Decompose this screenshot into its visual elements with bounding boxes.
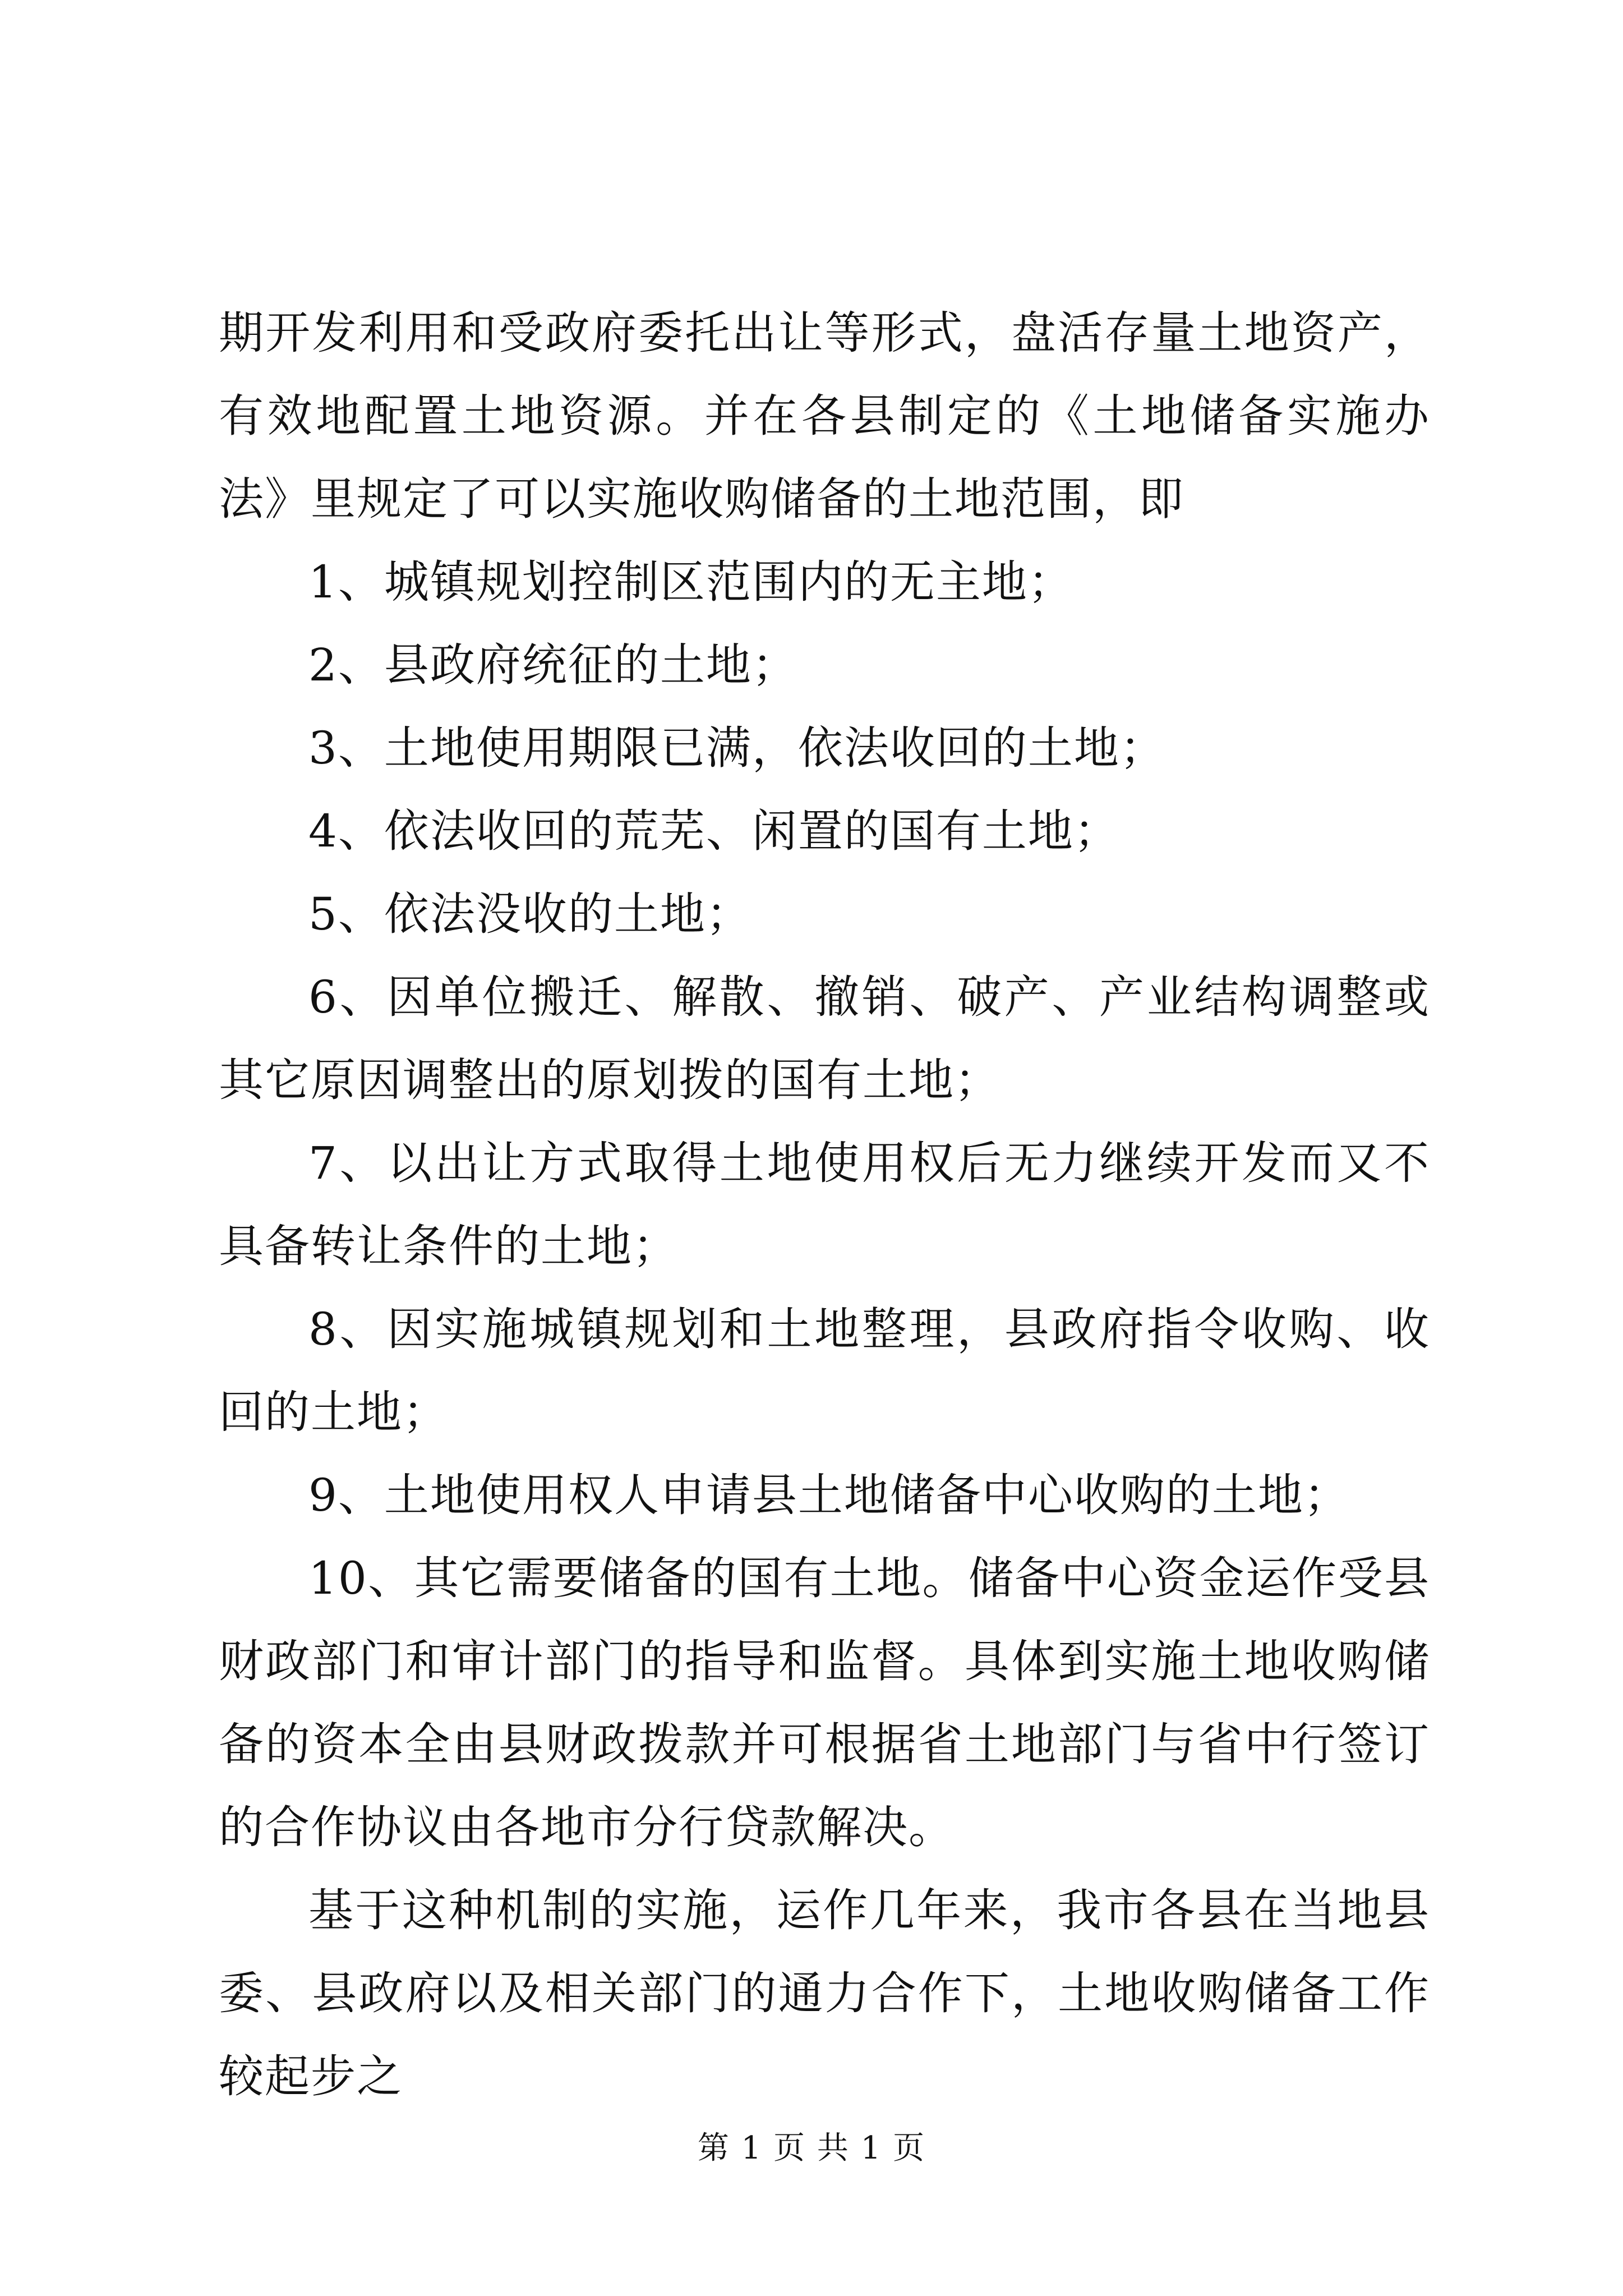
paragraph-item-8: 8、因实施城镇规划和土地整理，县政府指令收购、收回的土地；: [219, 1303, 1430, 1438]
page-footer: [0, 2126, 1623, 2171]
paragraph-item-5: 5、依法没收的土地；: [308, 888, 752, 940]
paragraph-item-4: 4、依法收回的荒芜、闲置的国有土地；: [308, 805, 1120, 857]
paragraph-item-10: 10、其它需要储备的国有土地。储备中心资金运作受县财政部门和审计部门的指导和监督。具体到实施土地收购储备的资本全由县财政拨款并可根据省土地部门与省中行签订的合作协议由各地市分行贷款解决。: [219, 1552, 1430, 1853]
page-number-label: 第 1 页 共 1 页: [697, 2130, 926, 2166]
paragraph-item-7: 7、以出让方式取得土地使用权后无力继续开发而又不具备转让条件的土地；: [219, 1137, 1430, 1272]
document-body: [219, 292, 1430, 2118]
paragraph-intro: 期开发利用和受政府委托出让等形式，盘活存量土地资产，有效地配置土地资源。并在各县制定的《土地储备实施办法》里规定了可以实施收购储备的土地范围，即: [219, 307, 1430, 525]
paragraph-item-6: 6、因单位搬迁、解散、撤销、破产、产业结构调整或其它原因调整出的原划拨的国有土地；: [219, 971, 1430, 1106]
paragraph-item-1: 1、城镇规划控制区范围内的无主地；: [308, 556, 1074, 608]
paragraph-item-9: 9、土地使用权人申请县土地储备中心收购的土地；: [308, 1469, 1350, 1521]
paragraph-item-2: 2、县政府统征的土地；: [308, 639, 798, 691]
paragraph-item-3: 3、土地使用期限已满，依法收回的土地；: [308, 722, 1166, 774]
paragraph-conclusion: 基于这种机制的实施，运作几年来，我市各县在当地县委、县政府以及相关部门的通力合作下，土地收购储备工作较起步之: [219, 1884, 1430, 2102]
